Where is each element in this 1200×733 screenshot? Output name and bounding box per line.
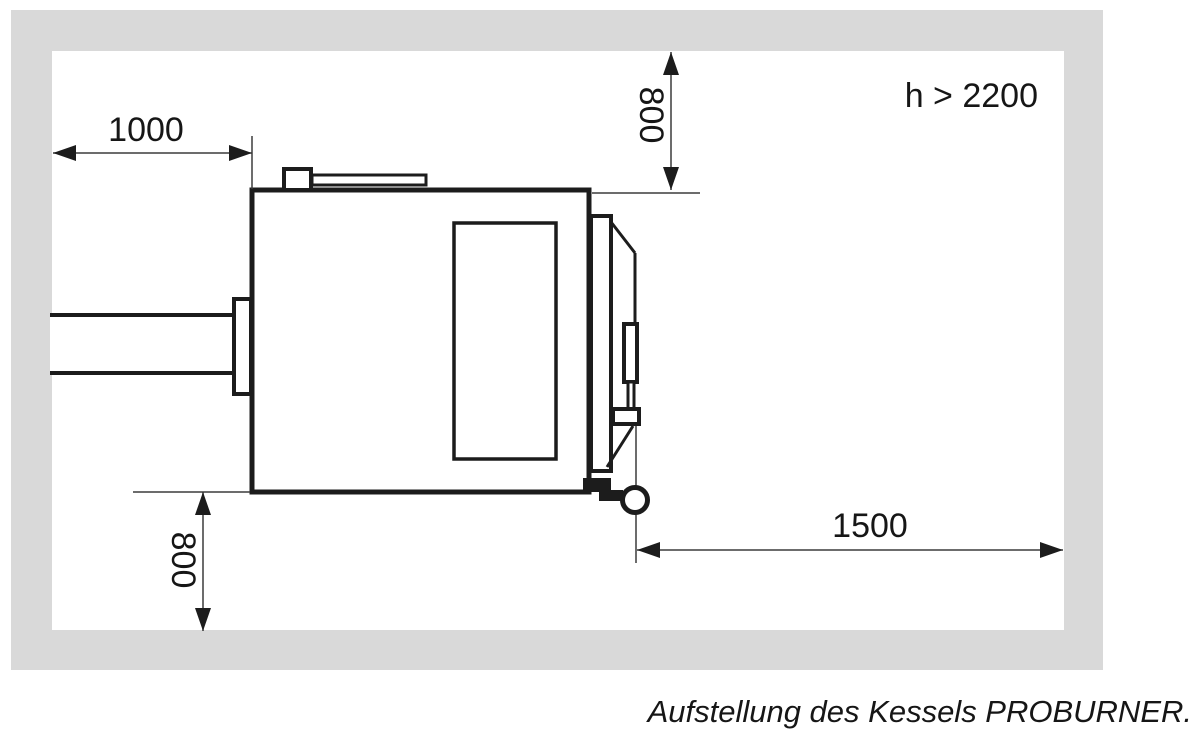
inspection-panel — [454, 223, 556, 459]
top-rail — [312, 175, 426, 185]
room-height-label: h > 2200 — [904, 77, 1038, 115]
burner-door — [591, 216, 611, 471]
caption: Aufstellung des Kessels PROBURNER. — [647, 694, 1192, 729]
dim-label-front-clearance: 1500 — [832, 507, 908, 545]
flue-pipe-fill — [50, 317, 233, 371]
dim-label-bottom-clearance: 800 — [164, 531, 202, 589]
burner-cylinder — [624, 324, 637, 382]
blower-circle — [623, 488, 648, 513]
dim-label-left-clearance: 1000 — [108, 111, 184, 149]
chimney-stub — [284, 169, 311, 190]
flue-pipe — [50, 315, 233, 373]
drain-pipe-horizontal — [583, 478, 611, 492]
burner-stem — [628, 382, 634, 409]
dim-label-top-clearance: 800 — [632, 86, 670, 144]
flue-flange — [234, 299, 251, 394]
burner-bracket — [613, 409, 639, 424]
drain-pipe-step — [599, 490, 623, 501]
